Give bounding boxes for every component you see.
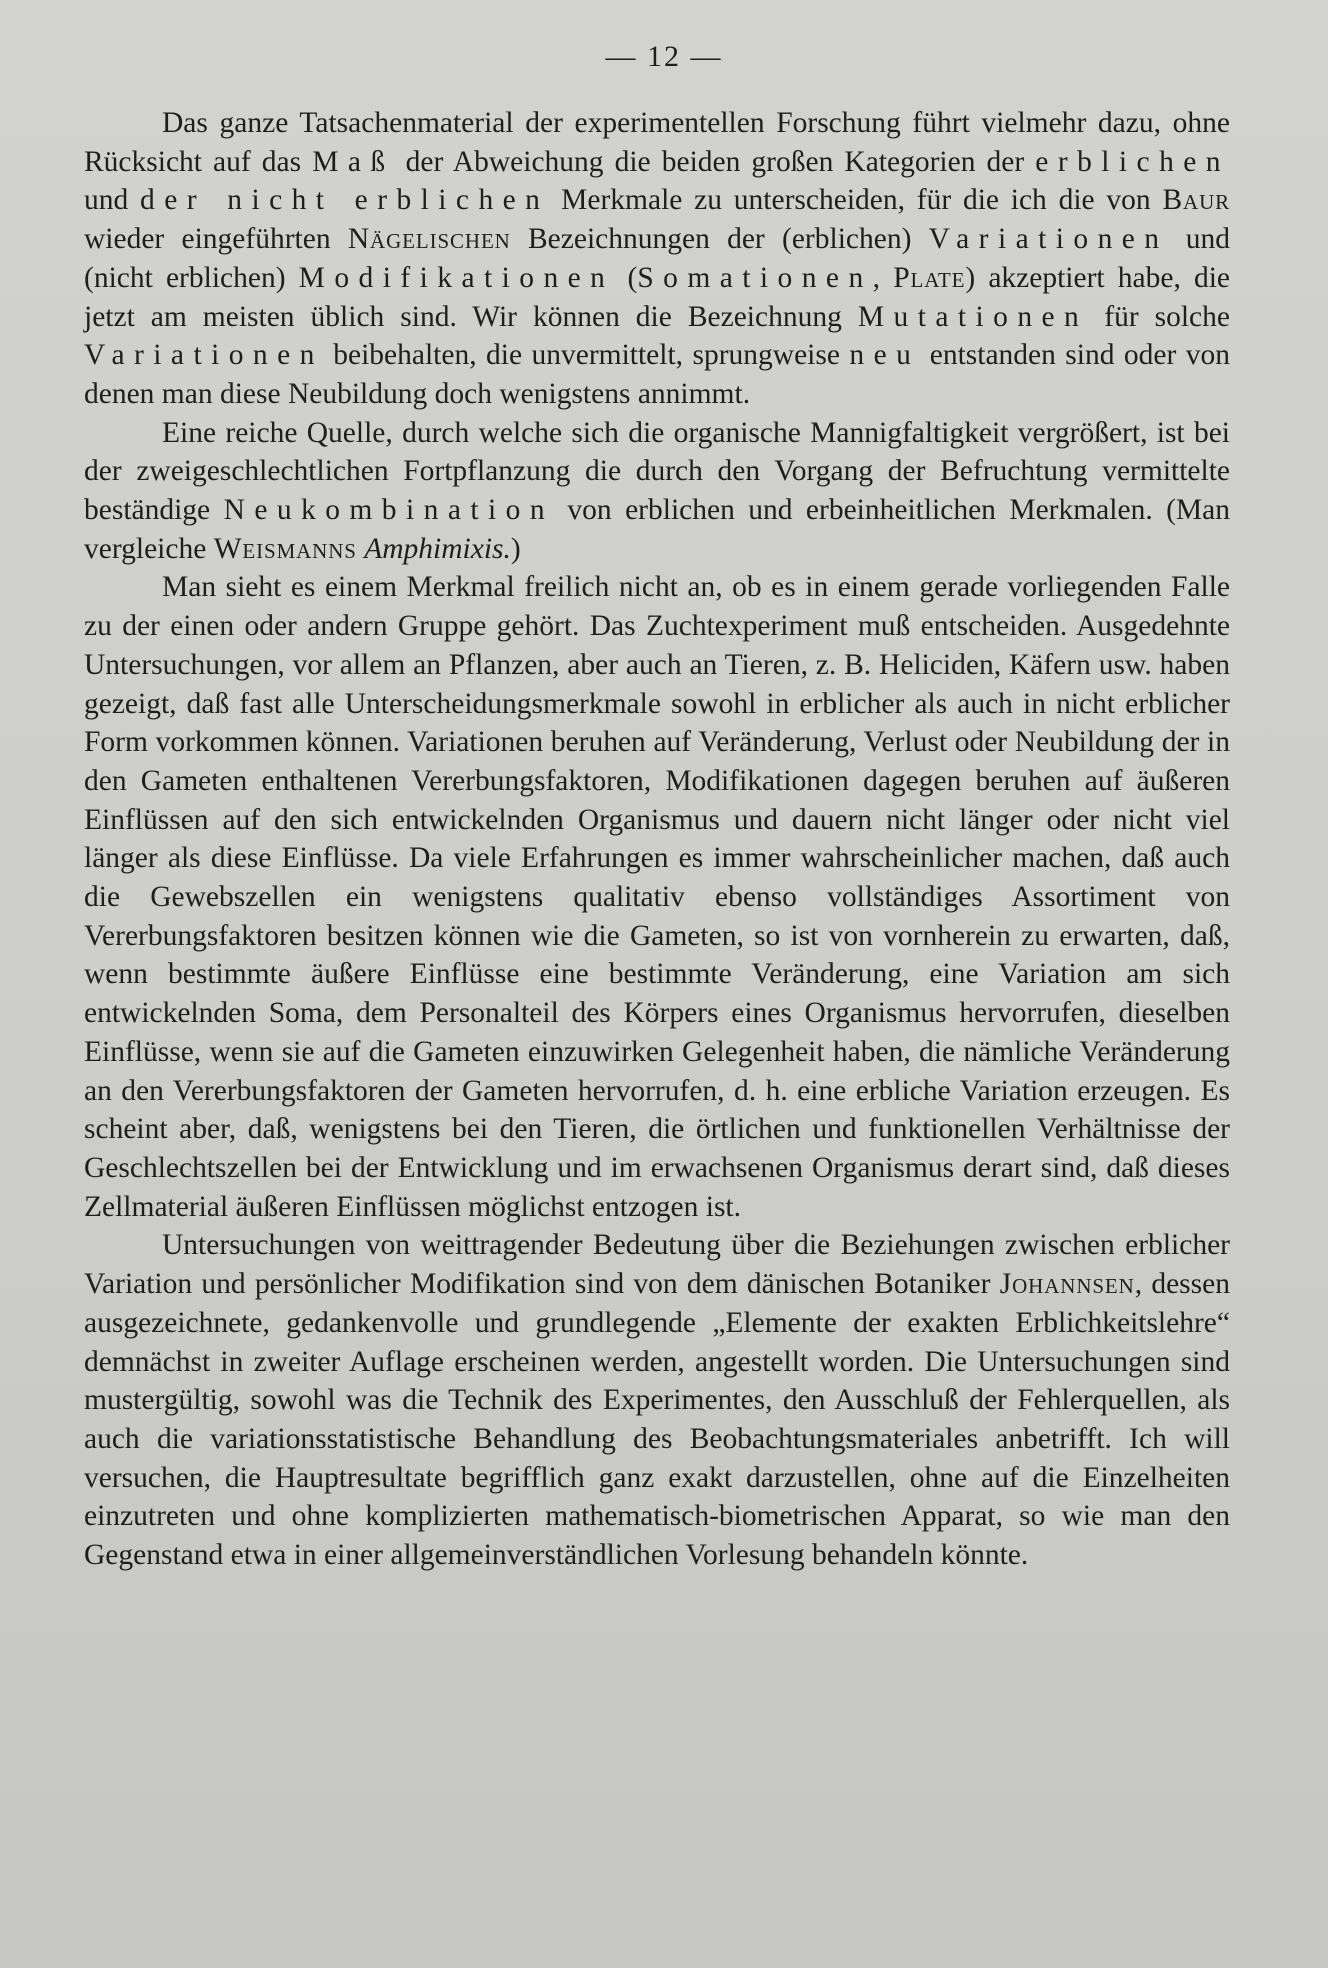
text-run: und (nicht erblichen) [84, 223, 1231, 294]
text-run: Bezeichnungen der (erblichen) [510, 223, 929, 256]
text-run: Eine reiche Quelle, durch welche sich die organische Mannigfaltigkeit vergrößert, ist bei der zweigeschlechtlichen Fortpflanzung die durch den Vorgang der Befruchtung vermittelte beständige [84, 416, 1230, 527]
text-run: der Abweichung die beiden großen Kategorien der [394, 145, 1036, 178]
emphasized-text: Mutationen [857, 300, 1089, 333]
text-run: , dessen ausgezeichnete, gedankenvolle und grundlegende „Elemente der exakten Erblichkeitslehre“ demnächst in zweiter Auflage erscheinen werden, angestellt worden. Die Untersuchungen sind mustergültig, sowohl was die Technik des Experimentes, den Ausschluß der Fehlerquellen, als auch die variationsstatistische Behandlung des Beobachtungsmateriales anbetrifft. Ich will versuchen, die Hauptresultate begrifflich ganz exakt darzustellen, ohne auf die Einzelheiten einzutreten und ohne komplizierten mathematisch-biometrischen Apparat, so wie man den Gegenstand etwa in einer allgemeinverständlichen Vorlesung behandeln könnte. [84, 1268, 1230, 1572]
text-run: , [872, 261, 894, 294]
emphasized-text: Neukombination [223, 494, 555, 527]
emphasized-text: Plate [893, 261, 966, 294]
emphasized-text: Amphimixis. [364, 532, 511, 565]
text-run: Untersuchungen von weittragender Bedeutung über die Beziehungen zwischen erblicher Variation und persönlicher Modifikation sind von dem dänischen Botaniker [84, 1229, 1230, 1301]
emphasized-text: Somationen [637, 261, 873, 294]
paragraph-2 [84, 414, 1230, 569]
text-run: entstanden sind oder von denen man diese Neubildung doch wenigstens annimmt. [84, 339, 1230, 410]
text-run: Merkmale zu unterscheiden, für die ich die von [549, 184, 1163, 217]
text-run: von erblichen und erbeinheitlichen Merkmalen. (Man vergleiche [84, 494, 1230, 565]
paragraph-3 [84, 568, 1230, 1226]
emphasized-text: Johannsen [999, 1268, 1135, 1301]
emphasized-text: Nägelischen [347, 223, 511, 256]
text-run: ( [614, 261, 638, 294]
text-run: für solche [1088, 300, 1230, 333]
emphasized-text: erblichen [1035, 145, 1230, 178]
text-run: beibehalten, die unvermittelt, sprungweise [323, 339, 850, 372]
page-number: — 12 — [605, 40, 723, 73]
emphasized-text: der nicht erblichen [140, 184, 550, 217]
emphasized-text: Weismanns [213, 532, 357, 565]
text-run: Man sieht es einem Merkmal freilich nicht an, ob es in einem gerade vorliegenden Falle zu der einen oder andern Gruppe gehört. Das Zuchtexperiment muß entscheiden. Ausgedehnte Untersuchungen, vor allem an Pflanzen, aber auch an Tieren, z. B. Heliciden, Käfern usw. haben gezeigt, daß fast alle Unterscheidungsmerkmale sowohl in erblicher als auch in nicht erblicher Form vorkommen können. Variationen beruhen auf Veränderung, Verlust oder Neubildung der in den Gameten enthaltenen Vererbungsfaktoren, Modifikationen dagegen beruhen auf äußeren Einflüssen auf den sich entwickelnden Organismus und dauern nicht länger oder nicht viel länger als diese Einflüsse. Da viele Erfahrungen es immer wahrscheinlicher machen, daß auch die Gewebszellen ein wenigstens qualitativ ebenso vollständiges Assortiment von Vererbungsfaktoren besitzen können wie die Gameten, so ist von vornherein zu erwarten, daß, wenn bestimmte äußere Einflüsse eine bestimmte Veränderung, eine Variation am sich entwickelnden Soma, dem Personalteil des Körpers eines Organismus hervorrufen, dieselben Einflüsse, wenn sie auf die Gameten einzuwirken Gelegenheit haben, die nämliche Veränderung an den Vererbungsfaktoren der Gameten hervorrufen, d. h. eine erbliche Variation erzeugen. Es scheint aber, daß, wenigstens bei den Tieren, die örtlichen und funktionellen Verhältnisse der Geschlechtszellen bei der Entwicklung und im erwachsenen Organismus derart sind, daß dieses Zellmaterial äußeren Einflüssen möglichst entzogen ist. [84, 571, 1230, 1223]
emphasized-text: Baur [1162, 184, 1231, 217]
text-run: Das ganze Tatsachenmaterial der experimentellen Forschung führt vielmehr dazu, ohne Rücksicht auf das [84, 107, 1230, 178]
text-run: und [84, 184, 141, 217]
text-run: ) [510, 532, 521, 565]
emphasized-text: Variationen [84, 339, 324, 372]
paragraph-4 [84, 1226, 1230, 1574]
body-text [84, 104, 1230, 1575]
paragraph-1 [84, 104, 1230, 414]
text-run: ) akzeptiert habe, die jetzt am meisten üblich sind. Wir können die Bezeichnung [84, 261, 1230, 333]
emphasized-text: Modifikationen [298, 261, 615, 294]
emphasized-text: Maß [312, 145, 395, 178]
emphasized-text: neu [849, 339, 921, 372]
text-run: wieder eingeführten [84, 223, 348, 256]
emphasized-text: Variationen [928, 223, 1169, 256]
